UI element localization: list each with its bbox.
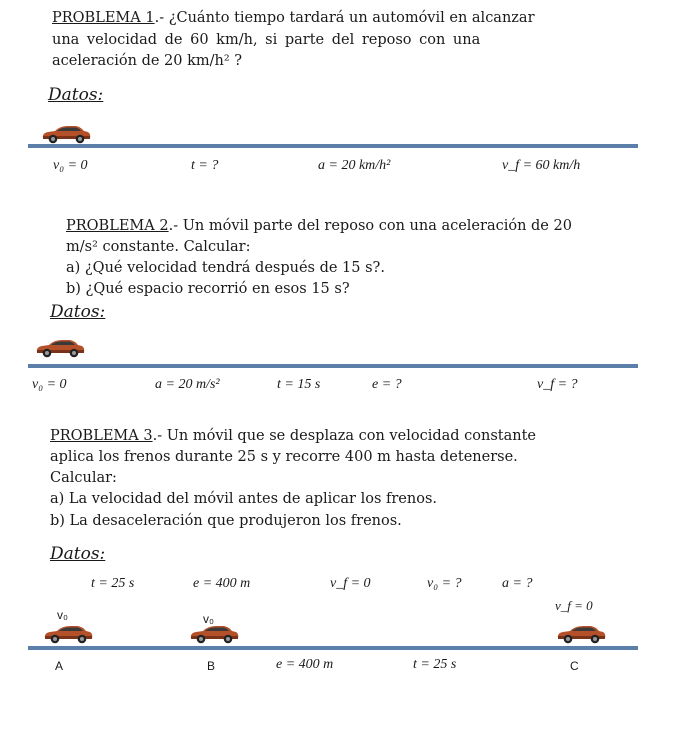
p2-var-a: a = 20 m/s²: [155, 377, 220, 392]
p3-line-1: PROBLEMA 3.- Un móvil que se desplaza con velocidad constante: [50, 428, 537, 444]
p2-line-4: b) ¿Qué espacio recorrió en esos 15 s?: [66, 281, 350, 297]
p3-vf-label: v_f = 0: [555, 598, 593, 613]
p2-line-1: PROBLEMA 2.- Un móvil parte del reposo con una aceleración de 20: [66, 218, 572, 234]
p3-v0-label-a: v₀: [57, 608, 68, 622]
p3-var-v0: v₀ = ?: [427, 576, 462, 591]
p3-var-t: t = 25 s: [91, 576, 135, 591]
p1-var-vf: v_f = 60 km/h: [502, 158, 581, 173]
p3-v0-label-b: v₀: [203, 612, 214, 626]
p3-line-5: b) La desaceleración que produjeron los frenos.: [50, 513, 402, 529]
p2-line-2: m/s² constante. Calcular:: [66, 239, 251, 255]
p2-car-icon: [34, 337, 86, 359]
p1-var-t: t = ?: [191, 158, 219, 173]
p3-datos-heading: Datos:: [50, 544, 106, 564]
p3-point-a: A: [55, 659, 64, 673]
p1-var-a: a = 20 km/h²: [318, 158, 391, 173]
p1-datos-heading: Datos:: [48, 85, 104, 105]
p1-var-v0: v₀ = 0: [53, 158, 88, 173]
p3-title: PROBLEMA 3: [50, 428, 153, 444]
p3-point-b: B: [207, 659, 216, 673]
p1-car-icon: [40, 123, 92, 145]
p2-road-line: [28, 364, 638, 368]
p3-line-4: a) La velocidad del móvil antes de aplicar los frenos.: [50, 491, 438, 507]
p3-car-b-icon: [188, 623, 240, 645]
p3-car-c-icon: [555, 623, 607, 645]
p3-var-a: a = ?: [502, 576, 533, 591]
p2-title: PROBLEMA 2: [66, 218, 169, 234]
p3-var-e: e = 400 m: [193, 576, 251, 591]
p3-road-line: [28, 646, 638, 650]
p1-title: PROBLEMA 1: [52, 10, 155, 26]
p2-line-3: a) ¿Qué velocidad tendrá después de 15 s?.: [66, 260, 385, 276]
p3-car-a-icon: [42, 623, 94, 645]
p2-var-v0: v₀ = 0: [32, 377, 67, 392]
p1-line-1: PROBLEMA 1.- ¿Cuánto tiempo tardará un automóvil en alcanzar: [52, 10, 535, 26]
p3-segment-e: e = 400 m: [276, 657, 334, 672]
p1-line-3: aceleración de 20 km/h² ?: [52, 53, 243, 69]
p3-point-c: C: [570, 659, 579, 673]
p3-var-vf: v_f = 0: [330, 576, 371, 591]
p1-line-2: una velocidad de 60 km/h, si parte del reposo con una: [52, 32, 481, 48]
p3-line-3: Calcular:: [50, 470, 117, 486]
p2-var-e: e = ?: [372, 377, 402, 392]
p1-road-line: [28, 144, 638, 148]
p2-datos-heading: Datos:: [50, 302, 106, 322]
p2-var-vf: v_f = ?: [537, 377, 578, 392]
p3-line-2: aplica los frenos durante 25 s y recorre 400 m hasta detenerse.: [50, 449, 518, 465]
p3-segment-t: t = 25 s: [413, 657, 457, 672]
p2-var-t: t = 15 s: [277, 377, 321, 392]
